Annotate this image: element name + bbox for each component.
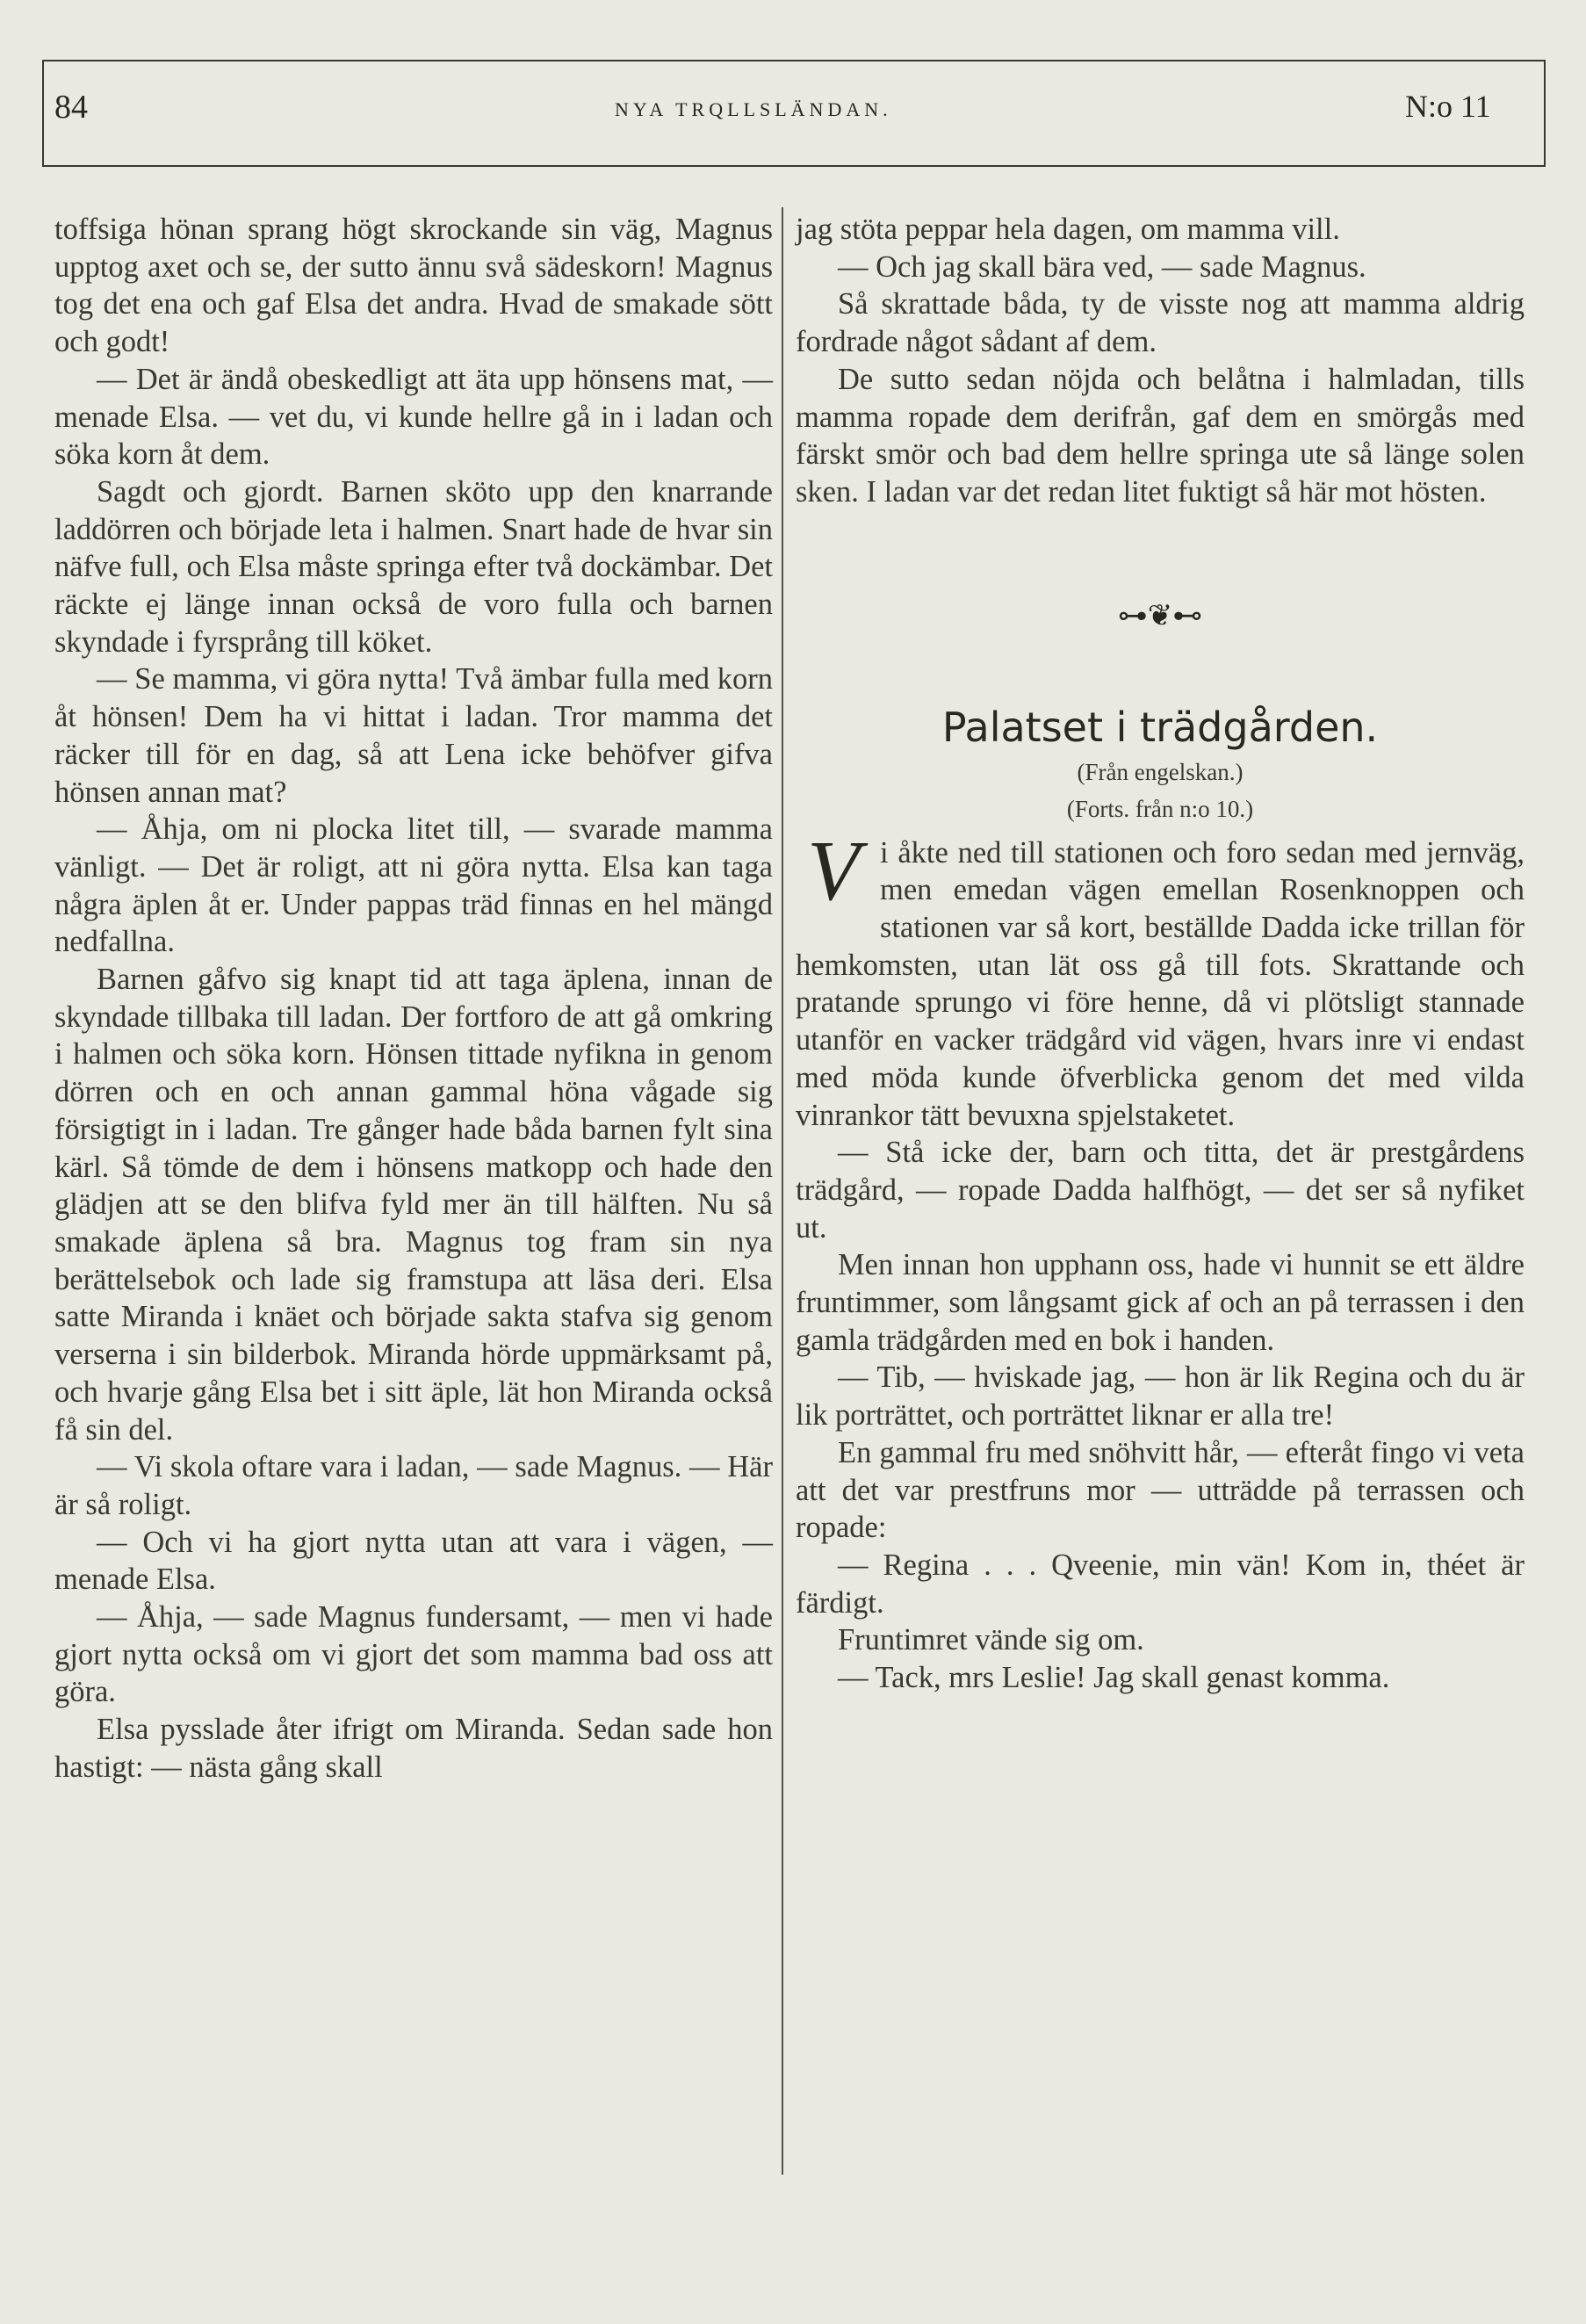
- article-continued: (Forts. från n:o 10.): [1066, 795, 1254, 822]
- paragraph: — Och vi ha gjort nytta utan att vara i vägen, — menade Elsa.: [54, 1525, 773, 1597]
- paragraph: En gammal fru med snöhvitt hår, — efteråt fingo vi veta att det var prestfruns mor — utträdde på terrassen och ropade:: [796, 1435, 1525, 1545]
- top-border-rule: [42, 60, 1546, 61]
- paragraph-text: i åkte ned till stationen och foro sedan med jernväg, men emedan vägen emellan Rosenknoppen och stationen var så kort, beställde Dadda icke trillan för hemkomsten, utan lät oss gå till fots. Skrattande och pratande sprungo vi före henne, då vi plötsligt stannade utanför en vacker trädgård vid vägen, hvars inre vi endast med möda kunde öfverblicka genom det med vilda vinrankor tätt bevuxna spjelstaketet.: [796, 835, 1525, 1132]
- paragraph: Elsa pysslade åter ifrigt om Miranda. Sedan sade hon hastigt: — nästa gång skall: [54, 1713, 773, 1784]
- paragraph: Så skrattade båda, ty de visste nog att mamma aldrig fordrade något sådant af dem.: [796, 287, 1525, 359]
- article-source: (Från engelskan.): [1077, 758, 1244, 785]
- drop-cap: V: [807, 823, 860, 919]
- paragraph: — Regina . . . Qveenie, min vän! Kom in, théet är färdigt.: [796, 1548, 1525, 1620]
- paragraph: — Åhja, om ni plocka litet till, — svarade mamma vänligt. — Det är roligt, att ni göra nytta. Elsa kan taga några äplen åt er. Under pappas träd finnas en hel mängd nedfallna.: [54, 812, 773, 959]
- ornament-divider: ⊶❦⊷: [1117, 599, 1203, 632]
- journal-title: NYA TRQLLSLÄNDAN.: [615, 98, 892, 120]
- paragraph: — Åhja, — sade Magnus fundersamt, — men vi hade gjort nytta också om vi gjort det som mamma bad oss att göra.: [54, 1600, 773, 1709]
- paragraph: Men innan hon upphann oss, hade vi hunnit se ett äldre fruntimmer, som långsamt gick af och an på terrassen i den gamla trädgården med en bok i handen.: [796, 1248, 1525, 1357]
- paragraph: — Tack, mrs Leslie! Jag skall genast komma.: [838, 1661, 1390, 1695]
- page-number: 84: [54, 89, 88, 126]
- left-border-line: [42, 60, 44, 165]
- right-border-line: [1544, 60, 1546, 165]
- paragraph: toffsiga hönan sprang högt skrockande sin väg, Magnus upptog axet och se, der sutto ännu svå sädeskorn! Magnus tog det ena och gaf Elsa det andra. Hvad de smakade sött och godt!: [54, 213, 773, 359]
- paragraph: Fruntimret vände sig om.: [838, 1623, 1144, 1657]
- header-rule: [42, 165, 1546, 167]
- paragraph: — Tib, — hviskade jag, — hon är lik Regina och du är lik porträttet, och porträttet liknar er alla tre!: [796, 1360, 1525, 1433]
- issue-number: N:o 11: [1405, 89, 1491, 124]
- article-title: Palatset i trädgården.: [941, 703, 1379, 751]
- paragraph: — Stå icke der, barn och titta, det är prestgårdens trädgård, — ropade Dadda halfhögt, — det ser så nyfiket ut.: [796, 1136, 1525, 1245]
- right-column: [796, 211, 1525, 1697]
- paragraph: — Och jag skall bära ved, — sade Magnus.: [838, 249, 1366, 284]
- paragraph: — Vi skola oftare vara i ladan, — sade Magnus. — Här är så roligt.: [54, 1450, 773, 1521]
- paragraph: De sutto sedan nöjda och belåtna i halmladan, tills mamma ropade dem derifrån, gaf dem en smörgås med färskt smör och bad dem hellre springa ute så länge solen sken. I ladan var det redan litet fuktigt så här mot hösten.: [796, 362, 1525, 509]
- article-first-paragraph: [796, 823, 1525, 1135]
- paragraph: Sagdt och gjordt. Barnen sköto upp den knarrande laddörren och började leta i halmen. Snart hade de hvar sin näfve full, och Elsa måste springa efter två dockämbar. Det räckte ej länge innan också de voro fulla och barnen skyndade i fyrsprång till köket.: [54, 474, 773, 659]
- column-divider: [782, 207, 783, 2175]
- paragraph: — Se mamma, vi göra nytta! Två ämbar fulla med korn åt hönsen! Dem ha vi hittat i ladan. Tror mamma det räcker till för en dag, så att Lena icke behöfver gifva hönsen annan mat?: [54, 662, 773, 809]
- left-column: [54, 211, 773, 1786]
- paragraph: — Det är ändå obeskedligt att äta upp hönsens mat, — menade Elsa. — vet du, vi kunde hellre gå in i ladan och söka korn åt dem.: [54, 362, 773, 472]
- paragraph: Barnen gåfvo sig knapt tid att taga äplena, innan de skyndade tillbaka till ladan. Der fortforo de att gå omkring i halmen och söka korn. Hönsen tittade nyfikna in genom dörren och en och annan gammal höna vågade sig försigtigt in i ladan. Tre gånger hade båda barnen fylt sina kärl. Så tömde de dem i hönsens matkopp och hade den glädjen att se den blifva fyld mer än till hälften. Nu så smakade äplena så bra. Magnus tog fram sin nya berättelsebok och lade sig framstupa att läsa deri. Elsa satte Miranda i knäet och började sakta stafva sig genom verserna i sin bilderbok. Miranda hörde uppmärksamt på, och hvarje gång Elsa bet i sitt äple, lät hon Miranda också få sin del.: [54, 963, 773, 1447]
- paragraph: jag stöta peppar hela dagen, om mamma vill.: [796, 213, 1340, 246]
